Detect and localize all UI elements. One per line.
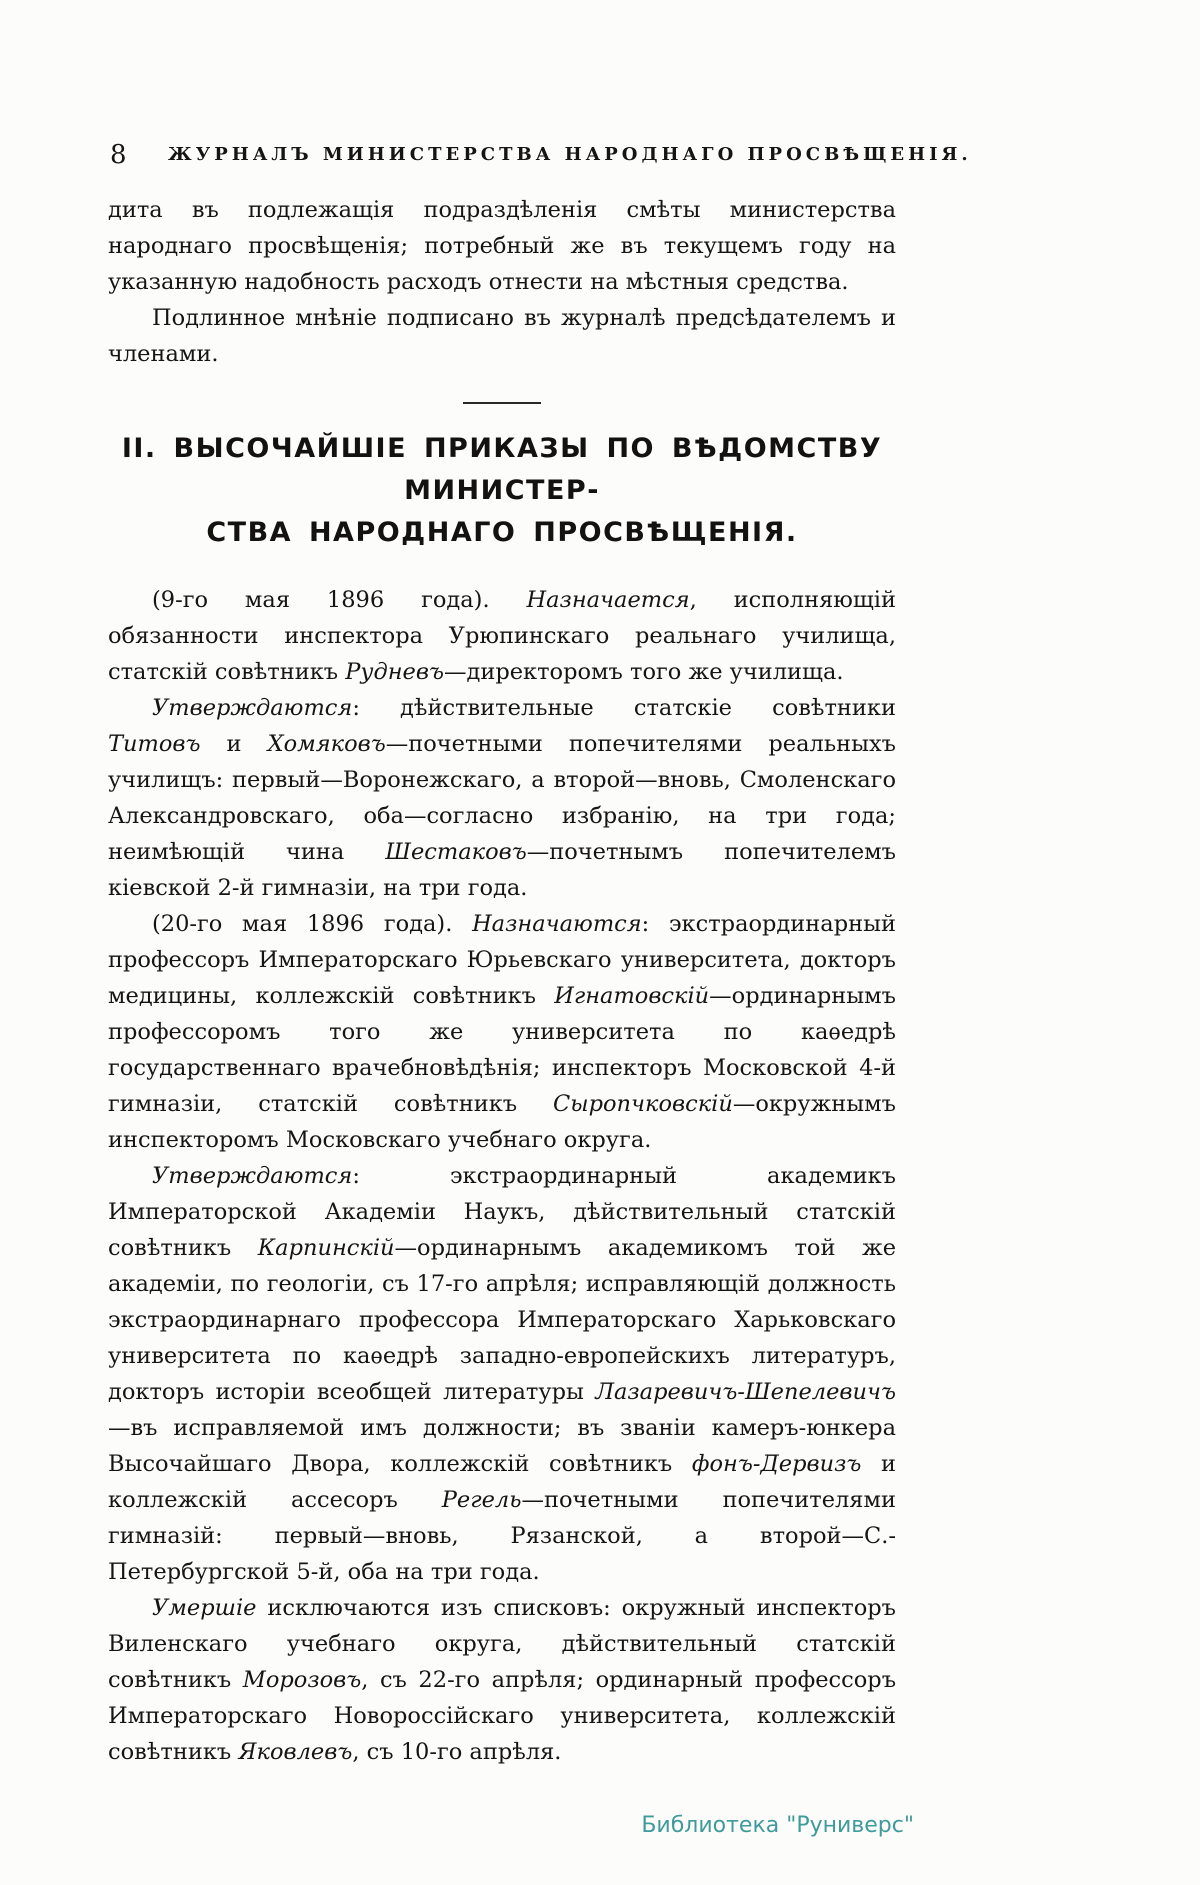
italic-text-run: Сыропчковскій: [553, 1091, 733, 1117]
text-run: исключаются изъ списковъ: окружный инспекторъ Виленскаго учебнаго округа, дѣйствительный статскій совѣтникъ: [108, 1595, 896, 1693]
text-run: (20-го мая 1896 года).: [152, 911, 473, 937]
paragraph: [108, 300, 896, 372]
text-run: , съ 22-го апрѣля; ординарный профессоръ Императорскаго Новороссійскаго университета, коллежскій совѣтникъ: [108, 1667, 897, 1765]
text-run: —въ исправляемой имъ должности; въ званіи камеръ-юнкера Высочайшаго Двора, коллежскій совѣтникъ: [108, 1415, 896, 1477]
section-heading-line-2: СТВА НАРОДНАГО ПРОСВѢЩЕНІЯ.: [206, 517, 798, 548]
italic-text-run: Шестаковъ: [385, 839, 527, 865]
italic-text-run: Яковлевъ: [238, 1739, 353, 1765]
text-run: Подлинное мнѣніе подписано въ журналѣ предсѣдателемъ и членами.: [108, 305, 896, 367]
paragraph: [108, 192, 896, 300]
text-run: : экстраординарный академикъ Императорской Академіи Наукъ, дѣйствительный статскій совѣтникъ: [108, 1163, 896, 1261]
page-content: [108, 192, 896, 1770]
decrees-block: [108, 582, 896, 1770]
text-run: —ординарнымъ профессоромъ того же университета по каѳедрѣ государственнаго врачебновѣдѣнія; инспекторъ Московской 4-й гимназіи, статскій совѣтникъ: [108, 983, 896, 1117]
italic-text-run: фонъ-Дервизъ: [691, 1451, 862, 1477]
italic-text-run: Игнатовскій: [554, 983, 710, 1009]
text-run: (9-го мая 1896 года).: [152, 587, 527, 613]
text-run: —директоромъ того же училища.: [443, 659, 844, 685]
running-title: ЖУРНАЛЪ МИНИСТЕРСТВА НАРОДНАГО ПРОСВѢЩЕНІЯ.: [168, 144, 972, 165]
paragraph: [108, 690, 896, 906]
text-run: —почетнымъ попечителемъ кіевской 2-й гимназіи, на три года.: [108, 839, 896, 901]
text-run: дита въ подлежащія подраздѣленія смѣты министерства народнаго просвѣщенія; потребный же въ текущемъ году на указанную надобность расходъ отнести на мѣстныя средства.: [108, 197, 896, 295]
italic-text-run: Умершіе: [152, 1595, 257, 1621]
intro-block: [108, 192, 896, 372]
text-run: и коллежскій ассесоръ: [108, 1451, 896, 1513]
italic-text-run: Назначаются: [472, 911, 642, 937]
italic-text-run: Утверждаются: [152, 695, 353, 721]
italic-text-run: Морозовъ: [242, 1667, 362, 1693]
italic-text-run: Регель: [441, 1487, 522, 1513]
page-header: [108, 140, 972, 174]
paragraph: [108, 1158, 896, 1590]
italic-text-run: Титовъ: [108, 731, 201, 757]
library-watermark: Библиотека "Руниверс": [641, 1813, 914, 1838]
italic-text-run: Утверждаются: [152, 1163, 353, 1189]
text-run: —почетными попечителями реальныхъ училищъ: первый—Воронежскаго, а второй—вновь, Смоленскаго Александровскаго, оба—согласно избранію, на три года; неимѣющій чина: [108, 731, 896, 865]
italic-text-run: Назначается: [526, 587, 690, 613]
text-run: , съ 10-го апрѣля.: [352, 1739, 562, 1765]
page-number: 8: [110, 140, 127, 170]
italic-text-run: Хомяковъ: [267, 731, 386, 757]
text-run: : экстраординарный профессоръ Императорскаго Юрьевскаго университета, докторъ медицины, коллежскій совѣтникъ: [108, 911, 896, 1009]
italic-text-run: Лазаревичъ-Шепелевичъ: [595, 1379, 896, 1405]
section-divider: [463, 402, 541, 404]
section-heading: [108, 428, 896, 554]
italic-text-run: Рудневъ: [345, 659, 444, 685]
section-heading-line-1: II. ВЫСОЧАЙШІЕ ПРИКАЗЫ ПО ВѢДОМСТВУ МИНИСТЕР-: [121, 433, 883, 506]
text-run: —ординарнымъ академикомъ той же академіи, по геологіи, съ 17-го апрѣля; исправляющій должность экстраординарнаго профессора Императорскаго Харьковскаго университета по каѳедрѣ западно-европейскихъ литературъ, докторъ исторіи всеобщей литературы: [108, 1235, 897, 1405]
text-run: и: [200, 731, 268, 757]
italic-text-run: Карпинскій: [257, 1235, 395, 1261]
paragraph: [108, 906, 896, 1158]
text-run: —почетными попечителями гимназій: первый—вновь, Рязанской, а второй—С.-Петербургской 5-й, оба на три года.: [108, 1487, 896, 1585]
paragraph: [108, 582, 896, 690]
text-run: —окружнымъ инспекторомъ Московскаго учебнаго округа.: [108, 1091, 896, 1153]
text-run: : дѣйствительные статскіе совѣтники: [352, 695, 896, 721]
paragraph: [108, 1590, 896, 1770]
text-run: , исполняющій обязанности инспектора Урюпинскаго реальнаго училища, статскій совѣтникъ: [108, 587, 896, 685]
